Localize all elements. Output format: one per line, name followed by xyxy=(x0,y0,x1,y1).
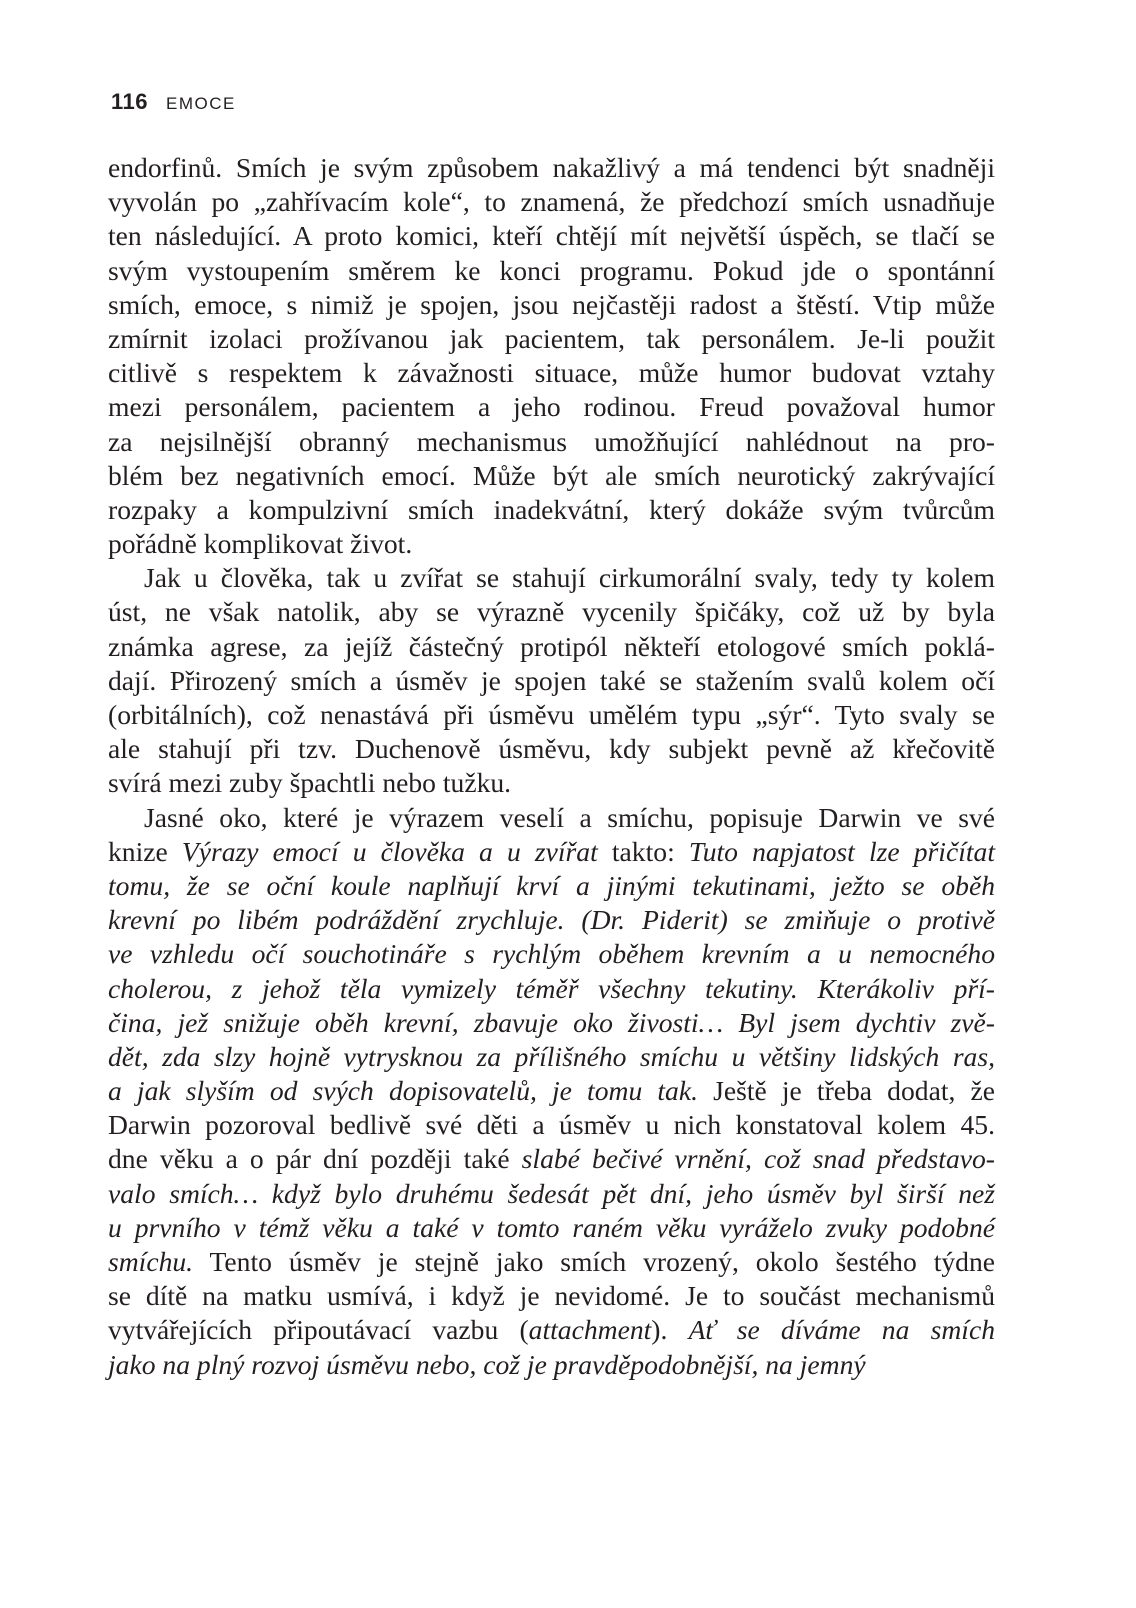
text-line xyxy=(108,1348,995,1382)
text-run: knize xyxy=(108,835,182,867)
text-line xyxy=(108,356,995,390)
italic-text-run: čina, jež snižuje oběh krevní, zbavuje oko živosti… Byl jsem dychtiv zvě- xyxy=(108,1006,995,1038)
text-run: blém bez negativních emocí. Může být ale smích neurotický zakrývající xyxy=(108,459,995,491)
text-line xyxy=(108,664,995,698)
text-line xyxy=(108,972,995,1006)
text-run: za nejsilnější obranný mechanismus umožňující nahlédnout na pro- xyxy=(108,425,995,457)
text-line xyxy=(108,288,995,322)
text-line xyxy=(108,903,995,937)
text-line xyxy=(108,869,995,903)
italic-text-run: u prvního v témž věku a také v tomto raném věku vyráželo zvuky podobné xyxy=(108,1211,995,1243)
text-line xyxy=(108,493,995,527)
running-header xyxy=(111,89,236,115)
text-line xyxy=(108,1245,995,1279)
text-run: svým vystoupením směrem ke konci programu. Pokud jde o spontánní xyxy=(108,254,995,286)
text-line xyxy=(108,835,995,869)
text-line xyxy=(108,732,995,766)
text-run: (orbitálních), což nenastává při úsměvu umělém typu „sýr“. Tyto svaly se xyxy=(108,699,995,730)
italic-text-run: smíchu. xyxy=(108,1246,194,1277)
italic-text-run: tomu, že se oční koule naplňují krví a jinými tekutinami, ježto se oběh xyxy=(108,869,995,901)
text-line xyxy=(108,937,995,971)
text-line xyxy=(108,1006,995,1040)
body-text xyxy=(108,151,995,1382)
text-line xyxy=(108,1142,995,1176)
text-line xyxy=(108,1108,995,1142)
text-line xyxy=(108,561,995,595)
text-line xyxy=(108,219,995,253)
text-line xyxy=(108,801,995,835)
italic-text-run: Tuto napjatost lze přičítat xyxy=(688,835,995,867)
text-line xyxy=(108,1211,995,1245)
italic-text-run: ve vzhledu očí souchotináře s rychlým oběhem krevním a u nemocného xyxy=(108,938,995,970)
text-line xyxy=(108,322,995,356)
text-line xyxy=(108,527,995,561)
text-run: mezi personálem, pacientem a jeho rodinou. Freud považoval humor xyxy=(108,391,995,423)
text-run: úst, ne však natolik, aby se výrazně vycenily špičáky, což už by byla xyxy=(108,596,995,628)
text-line xyxy=(108,630,995,664)
text-line xyxy=(108,1279,995,1313)
italic-text-run: Výrazy emocí u člověka a u zvířat xyxy=(181,835,598,867)
text-run: ). xyxy=(651,1314,689,1346)
italic-text-run: dět, zda slzy hojně vytrysknou za přílišného smíchu u většiny lidských ras, xyxy=(108,1040,995,1072)
text-run: dne věku a o pár dní později také xyxy=(108,1143,522,1175)
chapter-title: EMOCE xyxy=(166,94,236,113)
text-line xyxy=(108,1040,995,1074)
text-line xyxy=(108,254,995,288)
text-line xyxy=(108,1177,995,1211)
italic-text-run: attachment xyxy=(528,1314,652,1346)
italic-text-run: a jak slyším od svých dopisovatelů, je tomu tak. xyxy=(108,1075,698,1107)
text-run: ten následující. A proto komici, kteří chtějí mít největší úspěch, se tlačí se xyxy=(108,220,995,252)
text-run: Tento úsměv je stejně jako smích vrozený, okolo šestého týdne xyxy=(193,1246,995,1277)
text-run: smích, emoce, s nimiž je spojen, jsou nejčastěji radost a štěstí. Vtip může xyxy=(108,288,995,320)
page-number: 116 xyxy=(111,89,148,114)
text-run: vyvolán po „zahřívacím kole“, to znamená, že předchozí smích usnadňuje xyxy=(108,186,995,218)
text-line xyxy=(108,390,995,424)
text-line xyxy=(108,1313,995,1347)
italic-text-run: krevní po libém podráždění zrychluje. (Dr. Piderit) se zmiňuje o protivě xyxy=(108,904,995,936)
text-line xyxy=(108,698,995,732)
text-run: dají. Přirozený smích a úsměv je spojen také se stažením svalů kolem očí xyxy=(108,664,995,696)
italic-text-run: Ať se díváme na smích xyxy=(688,1314,995,1346)
text-run: Ještě je třeba dodat, že xyxy=(697,1075,995,1107)
italic-text-run: slabé bečivé vrnění, což snad představo- xyxy=(521,1143,995,1175)
text-run: rozpaky a kompulzivní smích inadekvátní, který dokáže svým tvůrcům xyxy=(108,493,995,525)
italic-text-run: cholerou, z jehož těla vymizely téměř všechny tekutiny. Kterákoliv pří- xyxy=(108,972,995,1004)
text-run: se dítě na matku usmívá, i když je nevidomé. Je to součást mechanismů xyxy=(108,1280,995,1312)
text-run: pořádně komplikovat život. xyxy=(108,528,413,560)
text-run: zmírnit izolaci prožívanou jak pacientem, tak personálem. Je-li použit xyxy=(108,322,995,354)
text-run: endorfinů. Smích je svým způsobem nakažlivý a má tendenci být snadněji xyxy=(108,152,995,183)
text-run: vytvářejících připoutávací vazbu ( xyxy=(108,1314,529,1346)
text-run: Darwin pozoroval bedlivě své děti a úsměv u nich konstatoval kolem 45. xyxy=(108,1109,995,1141)
text-line xyxy=(108,1074,995,1108)
text-line xyxy=(108,185,995,219)
text-line xyxy=(108,766,995,800)
text-line xyxy=(108,151,995,185)
text-run: takto: xyxy=(597,835,689,867)
text-run: Jak u člověka, tak u zvířat se stahují cirkumorální svaly, tedy ty kolem xyxy=(144,562,995,594)
text-run: ale stahují při tzv. Duchenově úsměvu, kdy subjekt pevně až křečovitě xyxy=(108,733,995,765)
text-line xyxy=(108,595,995,629)
text-line xyxy=(108,425,995,459)
italic-text-run: valo smích… když bylo druhému šedesát pět dní, jeho úsměv byl širší než xyxy=(108,1177,995,1209)
text-run: známka agrese, za jejíž částečný protipól někteří etologové smích poklá- xyxy=(108,630,995,662)
text-run: svírá mezi zuby špachtli nebo tužku. xyxy=(108,767,512,799)
text-run: Jasné oko, které je výrazem veselí a smíchu, popisuje Darwin ve své xyxy=(144,801,995,833)
italic-text-run: jako na plný rozvoj úsměvu nebo, což je pravděpodobnější, na jemný xyxy=(108,1348,866,1380)
text-run: citlivě s respektem k závažnosti situace, může humor budovat vztahy xyxy=(108,357,995,389)
text-line xyxy=(108,459,995,493)
